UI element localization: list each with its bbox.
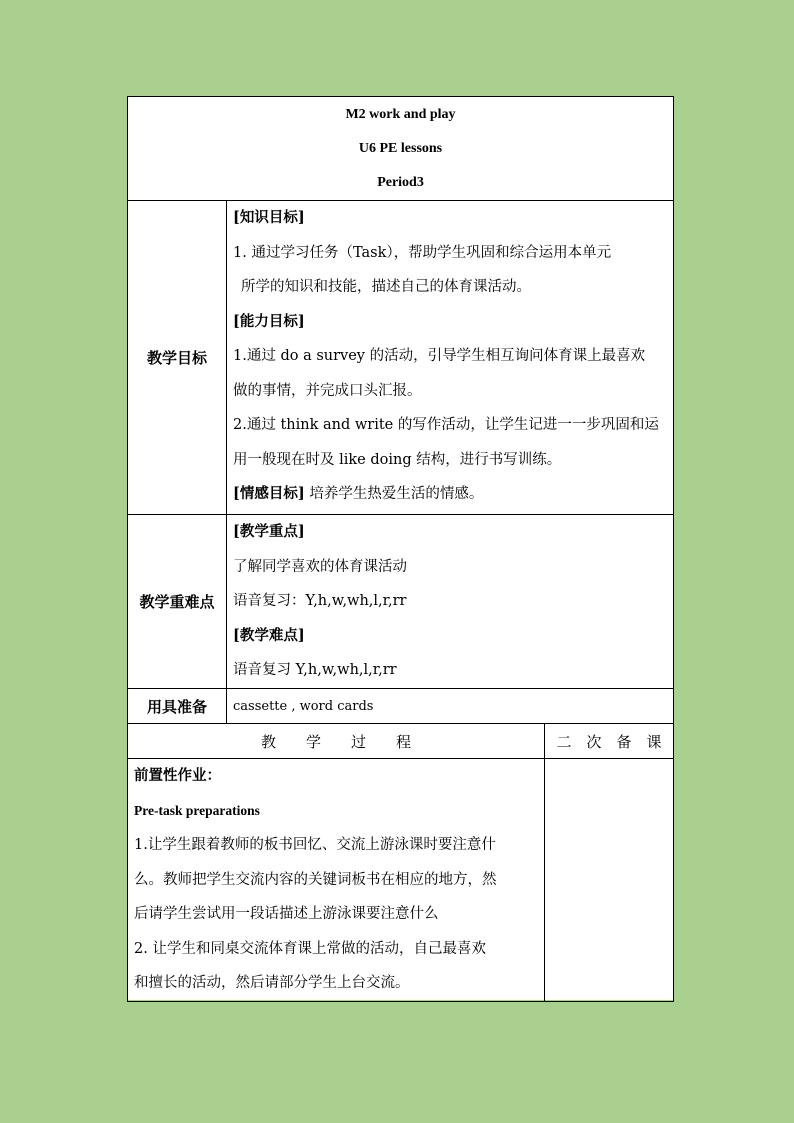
item-1b: 么。教师把学生交流内容的关键词板书在相应的地方，然 xyxy=(134,871,497,888)
ability-title: [能力目标] xyxy=(233,312,305,330)
item-1a: 1.让学生跟着教师的板书回忆、交流上游泳课时要注意什 xyxy=(134,837,496,853)
title-cell xyxy=(128,97,674,201)
emotion-title: [情感目标] xyxy=(233,485,305,502)
unit-title: U6 PE lessons xyxy=(358,140,443,156)
item-2b: 和擅长的活动，然后请部分学生上台交流。 xyxy=(134,975,410,991)
materials-value: cassette , word cards xyxy=(227,689,674,724)
key-points-label: 教学重难点 xyxy=(128,515,227,689)
knowledge-line-1b: 所学的知识和技能，描述自己的体育课活动。 xyxy=(241,279,531,295)
lesson-plan-table xyxy=(127,96,674,1002)
process-content xyxy=(128,759,545,1002)
item-2a: 2. 让学生和同桌交流体育课上常做的活动，自己最喜欢 xyxy=(134,940,486,957)
difficulty-title: [教学难点] xyxy=(233,626,305,644)
focus-title: [教学重点] xyxy=(233,523,305,540)
second-prep-cell xyxy=(545,759,674,1002)
knowledge-line-1a: 1. 通过学习任务（Task），帮助学生巩固和综合运用本单元 xyxy=(233,244,612,261)
ability-line-1b: 做的事情，并完成口头汇报。 xyxy=(233,382,422,399)
materials-row xyxy=(128,689,674,724)
process-header-left: 教 学 过 程 xyxy=(128,724,545,759)
ability-line-2b: 用一般现在时及 like doing 结构，进行书写训练。 xyxy=(233,451,562,468)
pretask-title: Pre-task preparations xyxy=(134,802,260,818)
key-points-row xyxy=(128,515,674,689)
process-header-row xyxy=(128,724,674,759)
objectives-content xyxy=(227,201,674,515)
item-1c: 后请学生尝试用一段话描述上游泳课要注意什么 xyxy=(134,906,439,922)
process-body-row xyxy=(128,759,674,1002)
emotion-text: 培养学生热爱生活的情感。 xyxy=(304,486,484,502)
materials-label: 用具准备 xyxy=(128,689,227,724)
header-row xyxy=(128,97,674,201)
emotion-line xyxy=(233,477,667,512)
ability-line-1a: 1.通过 do a survey 的活动，引导学生相互询问体育课上最喜欢 xyxy=(233,348,646,364)
difficulty-line-1: 语音复习 Y,h,w,wh,l,r,rr xyxy=(233,662,397,678)
key-points-content xyxy=(227,515,674,689)
lesson-plan-page xyxy=(127,96,673,1000)
knowledge-title: [知识目标] xyxy=(233,209,305,226)
focus-line-2: 语音复习：Y,h,w,wh,l,r,rr xyxy=(233,593,407,609)
module-title: M2 work and play xyxy=(345,106,456,122)
objectives-row xyxy=(128,201,674,515)
period-title: Period3 xyxy=(377,174,424,190)
objectives-label: 教学目标 xyxy=(128,201,227,515)
homework-title: 前置性作业： xyxy=(134,767,221,784)
ability-line-2a: 2.通过 think and write 的写作活动，让学生记进一一步巩固和运 xyxy=(233,417,659,433)
process-header-right: 二 次 备 课 xyxy=(545,724,674,759)
focus-line-1: 了解同学喜欢的体育课活动 xyxy=(233,558,407,575)
